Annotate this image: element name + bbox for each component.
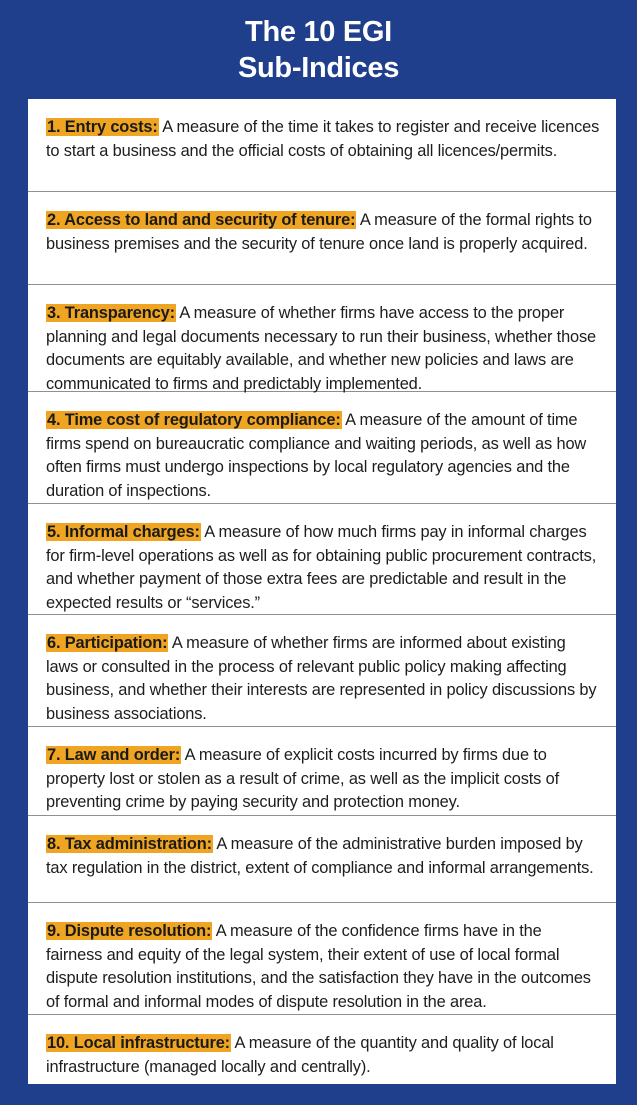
item-heading: 3. Transparency: [47,304,175,322]
item-description: A measure of the administrative burden imposed by tax regulation in the district, extent of compliance and informal arrangements. [46,835,594,877]
item-description: A measure of the quantity and quality of local infrastructure (managed locally and centrally). [46,1034,554,1076]
sub-index-item-access-to-land [28,192,616,285]
sub-index-item-tax-administration [28,816,616,903]
item-paragraph [46,632,602,726]
item-paragraph [46,521,602,615]
item-heading: 5. Informal charges: [47,523,200,541]
item-description: A measure of whether firms have access to the proper planning and legal documents necessary to run their business, whether those documents are equitably available, and whether new policies and laws are communicated to firms and predictably implemented. [46,304,597,393]
panel-title [0,14,637,86]
item-paragraph [46,833,602,880]
item-heading: 4. Time cost of regulatory compliance: [47,411,341,429]
item-description: A measure of the time it takes to register and receive licences to start a business and the official costs of obtaining all licences/permits. [46,118,600,160]
title-line-2: Sub-Indices [237,52,400,84]
sub-index-item-law-and-order [28,727,616,816]
item-heading: 6. Participation: [47,634,168,652]
item-description: A measure of how much firms pay in informal charges for firm-level operations as well as for obtaining public procurement contracts, and whether payment of those extra fees are predictable and result in the expected results or “services.” [46,523,597,612]
sub-index-item-time-cost-of-compliance [28,392,616,504]
item-paragraph [46,116,602,163]
sub-index-item-local-infrastructure [28,1015,616,1084]
sub-index-item-entry-costs [28,99,616,192]
sub-index-list [28,99,616,1084]
item-heading: 8. Tax administration: [47,835,212,853]
item-description: A measure of the confidence firms have in the fairness and equity of the legal system, their extent of use of local formal dispute resolution institutions, and the satisfaction they have in the outcomes of formal and informal modes of dispute resolution in the area. [46,922,591,1011]
item-paragraph [46,209,602,256]
item-heading: 2. Access to land and security of tenure: [47,211,356,229]
sub-index-item-transparency [28,285,616,392]
item-paragraph [46,744,602,815]
item-paragraph [46,409,602,503]
item-heading: 10. Local infrastructure: [47,1034,230,1052]
item-paragraph [46,302,602,396]
sub-index-item-participation [28,615,616,727]
item-description: A measure of whether firms are informed about existing laws or consulted in the process of relevant public policy making affecting business, and whether their interests are represented in policy discussions by business associations. [46,634,597,723]
item-heading: 1. Entry costs: [47,118,158,136]
item-description: A measure of the formal rights to business premises and the security of tenure once land is properly acquired. [46,211,592,253]
item-paragraph [46,920,602,1014]
sub-index-item-dispute-resolution [28,903,616,1015]
item-description: A measure of the amount of time firms spend on bureaucratic compliance and waiting periods, as well as how often firms must undergo inspections by local regulatory agencies and the duration of inspections. [46,411,587,500]
sub-index-item-informal-charges [28,504,616,615]
item-heading: 9. Dispute resolution: [47,922,212,940]
item-paragraph [46,1032,602,1079]
item-description: A measure of explicit costs incurred by firms due to property lost or stolen as a result of crime, as well as the implicit costs of preventing crime by paying security and protection money. [46,746,560,812]
title-line-1: The 10 EGI [245,16,392,48]
item-heading: 7. Law and order: [47,746,181,764]
